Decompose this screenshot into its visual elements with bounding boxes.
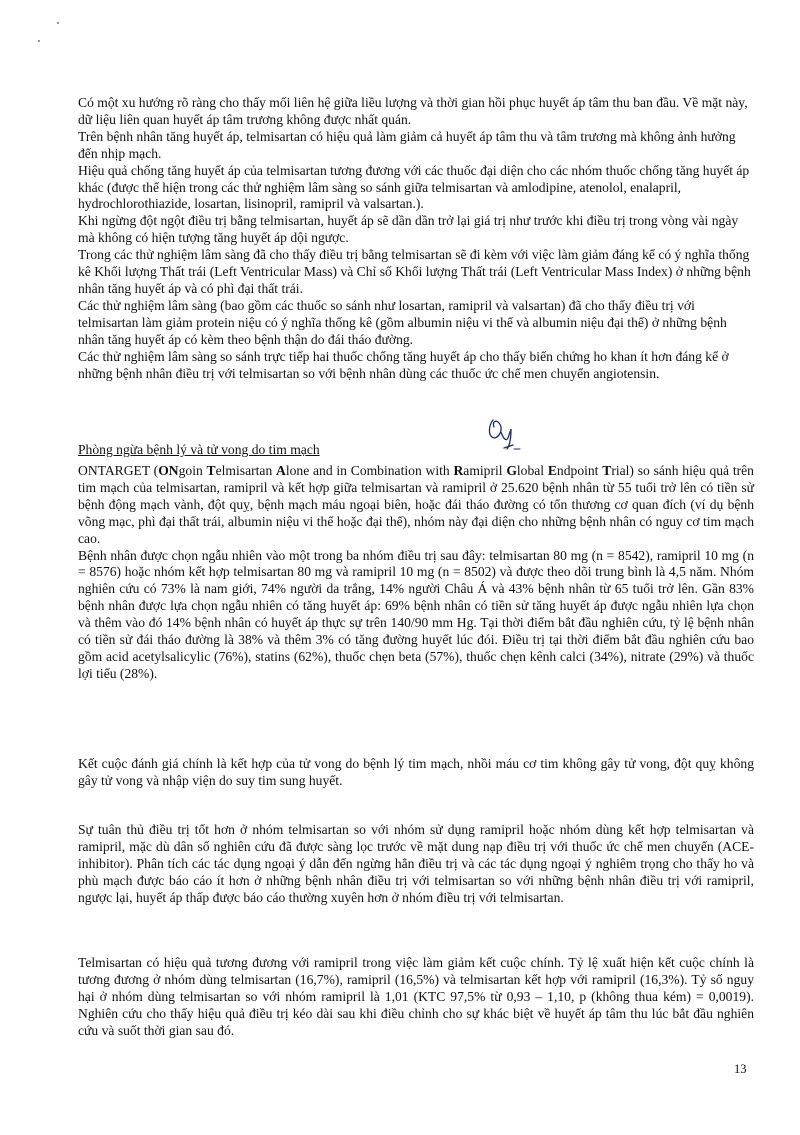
- paragraph: Các thử nghiệm lâm sàng (bao gồm các thuốc so sánh như losartan, ramipril và valsartan) đã cho thấy điều trị với telmisartan làm giảm protein niệu có ý nghĩa thống kê (gồm albumin niệu vi thể và albumin niệu đại thể) ở những bệnh nhân tăng huyết áp có kèm theo bệnh thận do đái tháo đường.: [78, 297, 727, 347]
- efficacy-text: [78, 955, 754, 1040]
- compliance-text: [78, 822, 754, 907]
- paragraph: Trên bệnh nhân tăng huyết áp, telmisartan có hiệu quả làm giảm cả huyết áp tâm thu và tâm trương mà không ảnh hưởng đến nhịp mạch.: [78, 128, 736, 161]
- paragraph: Telmisartan có hiệu quả tương đương với ramipril trong việc làm giảm kết cuộc chính. Tỷ lệ xuất hiện kết cuộc chính là tương đương ở nhóm dùng telmisartan (16,7%), ramipril (16,5%) và telmisartan kết hợp với ramipril (16,3%). Tỷ số nguy hại ở nhóm dùng telmisartan so với nhóm ramipril là 1,01 (KTC 97,5% từ 0,93 – 1,10, p (không thua kém) = 0,0019). Nghiên cứu cho thấy hiệu quả điều trị kéo dài sau khi điều chỉnh cho sự khác biệt về huyết áp tâm thu lúc bắt đầu nghiên cứu và suốt thời gian sau đó.: [78, 955, 754, 1038]
- paragraph: Trong các thử nghiệm lâm sàng đã cho thấy điều trị bằng telmisartan sẽ đi kèm với việc làm giảm đáng kể có ý nghĩa thống kê Khối lượng Thất trái (Left Ventricular Mass) và Chỉ số Khối lượng Thất trái (Left Ventricular Mass Index) ở những bệnh nhân tăng huyết áp và có phì đại thất trái.: [78, 247, 751, 296]
- paragraph: Sự tuân thủ điều trị tốt hơn ở nhóm telmisartan so với nhóm sử dụng ramipril hoặc nhóm dùng kết hợp telmisartan và ramipril, mặc dù dân số nghiên cứu đã được sàng lọc trước về mặt dung nạp điều trị với thuốc ức chế men chuyển (ACE-inhibitor). Phân tích các tác dụng ngoại ý dẫn đến ngừng hẳn điều trị và các tác dụng ngoại ý nghiêm trọng cho thấy ho và phù mạch được báo cáo ít hơn ở những bệnh nhân điều trị với telmisartan so với những bệnh nhân điều trị với ramipril, ngược lại, huyết áp thấp được báo cáo thường xuyên hơn ở nhóm điều trị với telmisartan.: [78, 822, 754, 905]
- paragraph: Các thử nghiệm lâm sàng so sánh trực tiếp hai thuốc chống tăng huyết áp cho thấy biến chứng ho khan ít hơn đáng kể ở những bệnh nhân điều trị với telmisartan so với bệnh nhân dùng các thuốc ức chế men chuyển angiotensin.: [78, 348, 729, 381]
- paragraph: Bệnh nhân được chọn ngẫu nhiên vào một trong ba nhóm điều trị sau đây: telmisartan 80 mg (n = 8542), ramipril 10 mg (n = 8576) hoặc nhóm kết hợp telmisartan 80 mg và ramipril 10 mg (n = 8502) và được theo dõi trung bình là 4,5 năm. Nhóm nghiên cứu có 73% là nam giới, 74% người da trắng, 14% người Châu Á và 43% bệnh nhân từ 65 tuổi trở lên. Gần 83% bệnh nhân được lựa chọn ngẫu nhiên có tăng huyết áp: 69% bệnh nhân có tiền sử tăng huyết áp được ngẫu nhiên lựa chọn và thêm vào đó 14% bệnh nhân có huyết áp thực sự trên 140/90 mm Hg. Tại thời điểm bắt đầu nghiên cứu, tỷ lệ bệnh nhân có tiền sử đái tháo đường là 38% và thêm 3% có tăng đường huyết lúc đói. Điều trị tại thời điểm bắt đầu nghiên cứu bao gồm acid acetylsalicylic (76%), statins (62%), thuốc chẹn beta (57%), thuốc chẹn kênh calci (34%), nitrate (29%) và thuốc lợi tiểu (28%).: [78, 547, 754, 681]
- paragraph: Có một xu hướng rõ ràng cho thấy mối liên hệ giữa liều lượng và thời gian hồi phục huyết áp tâm thu ban đầu. Về mặt này, dữ liệu liên quan huyết áp tâm trương không được nhất quán.: [78, 95, 748, 127]
- paragraph: Hiệu quả chống tăng huyết áp của telmisartan tương đương với các thuốc đại diện cho các nhóm thuốc chống tăng huyết áp khác (được thể hiện trong các thử nghiệm lâm sàng so sánh giữa telmisartan và amlodipine, atenolol, enalapril, hydrochlorothiazide, losartan, lisinopril, ramipril và valsartan.).: [78, 162, 750, 212]
- intro-text: [78, 95, 754, 382]
- paragraph: ONTARGET (ONgoin Telmisartan Alone and in Combination with Ramipril Global Endpoint Trial) so sánh hiệu quả trên tim mạch của telmisartan, ramipril và kết hợp giữa telmisartan và ramipril ở 25.620 bệnh nhân từ 55 tuổi trở lên có tiền sử bệnh động mạch vành, đột quỵ, bệnh mạch máu ngoại biên, hoặc đái tháo đường có tổn thương cơ quan đích (ví dụ bệnh võng mạc, phì đại thất trái, albumin niệu vi thể hoặc đại thể), nhóm này đại diện cho những bệnh nhân có nguy cơ tim mạch cao.: [78, 463, 754, 546]
- scan-speck: [38, 40, 40, 42]
- page-number: 13: [734, 1062, 747, 1076]
- ontarget-text: [78, 463, 754, 683]
- outcome-text: [78, 756, 754, 790]
- paragraph: Kết cuộc đánh giá chính là kết hợp của tử vong do bệnh lý tim mạch, nhồi máu cơ tim không gây tử vong, đột quỵ không gây tử vong và nhập viện do suy tim sung huyết.: [78, 756, 754, 788]
- section-heading: Phòng ngừa bệnh lý và tử vong do tim mạch: [78, 442, 320, 457]
- scan-speck: [57, 22, 59, 24]
- paragraph: Khi ngừng đột ngột điều trị bằng telmisartan, huyết áp sẽ dần dần trở lại giá trị như trước khi điều trị trong vòng vài ngày mà không có hiện tượng tăng huyết áp dội ngược.: [78, 213, 739, 246]
- handwritten-initial: [484, 416, 528, 452]
